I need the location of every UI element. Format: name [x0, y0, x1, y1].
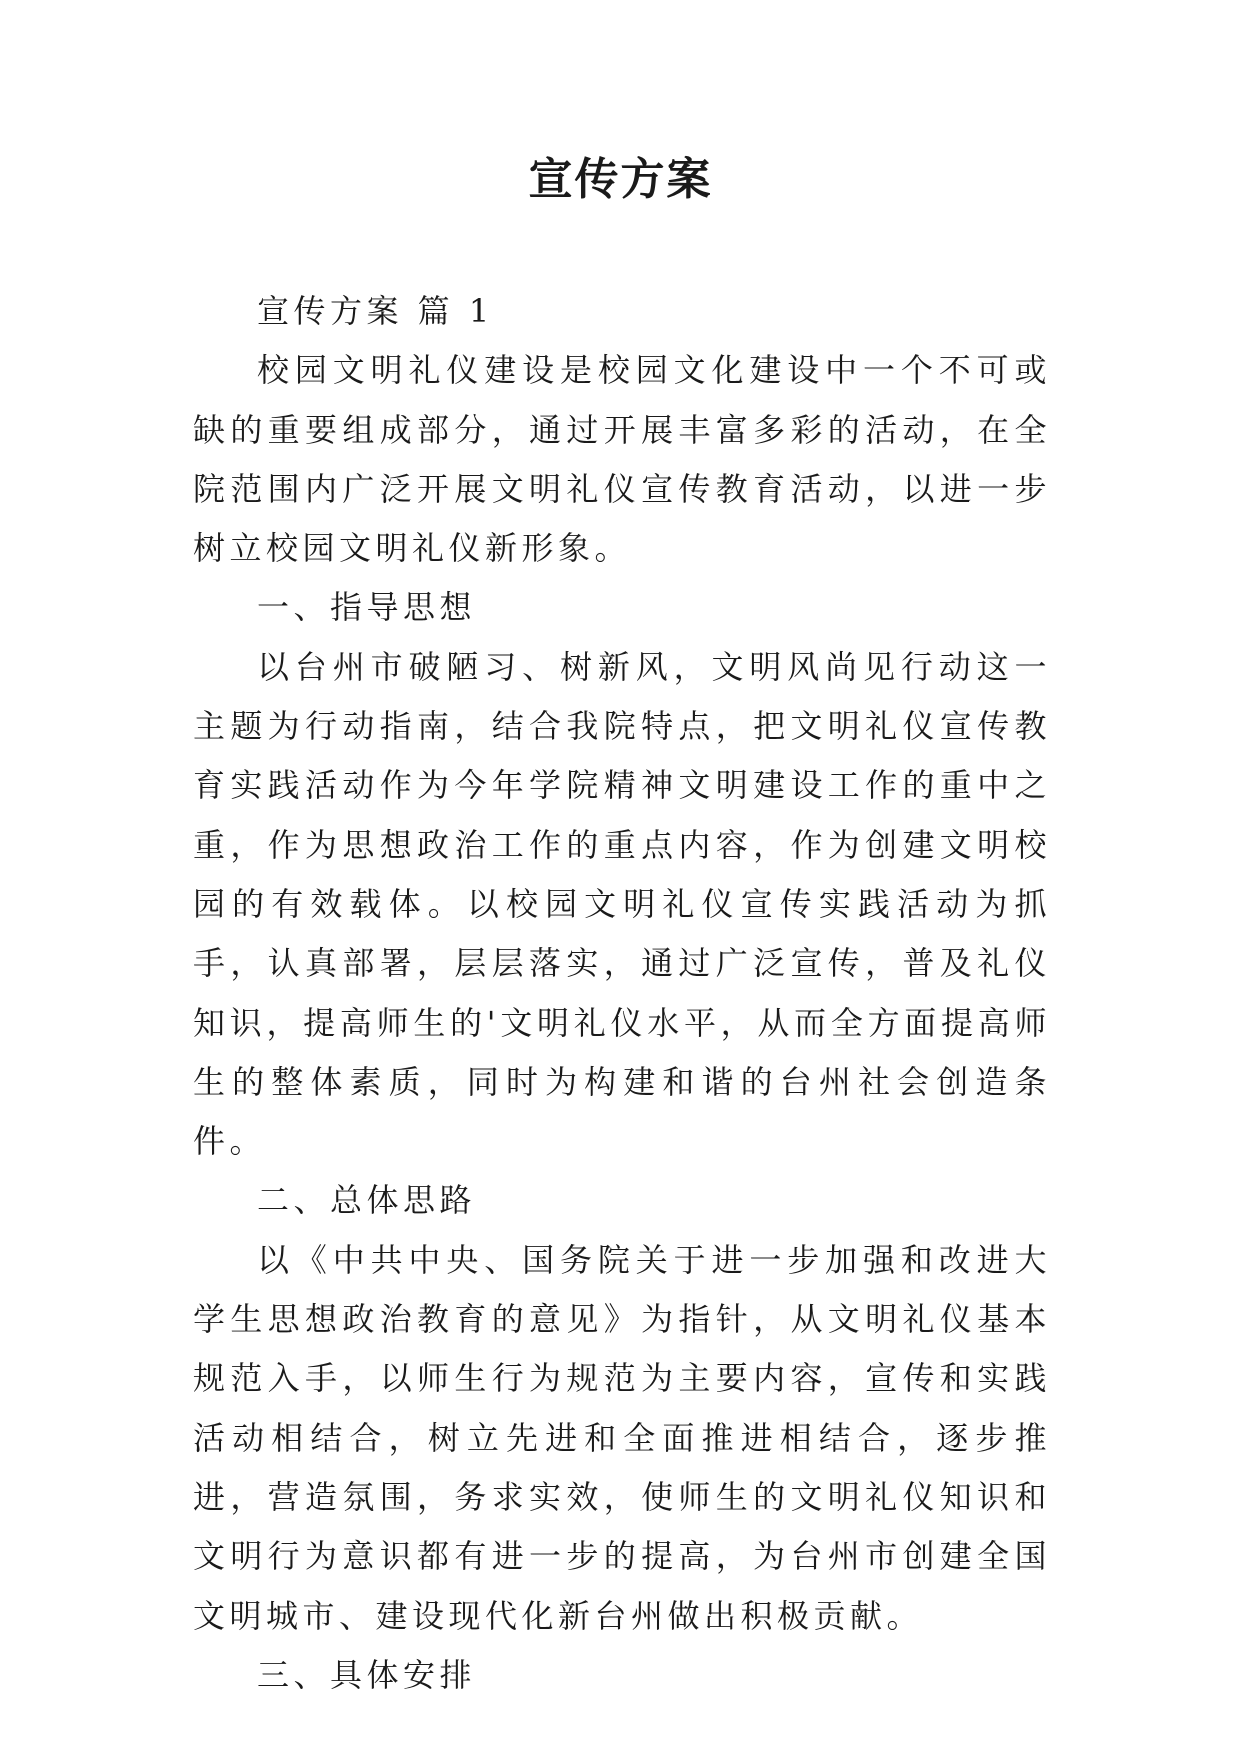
overall-approach-paragraph: 以《中共中央、国务院关于进一步加强和改进大学生思想政治教育的意见》为指针，从文明礼仪基本规范入手，以师生行为规范为主要内容，宣传和实践活动相结合，树立先进和全面推进相结合，逐步推进，营造氛围，务求实效，使师生的文明礼仪知识和文明行为意识都有进一步的提高，为台州市创建全国文明城市、建设现代化新台州做出积极贡献。 — [193, 1240, 1051, 1635]
section-heading-overall-approach: 二、总体思路 — [257, 1181, 477, 1220]
section-heading-guiding-ideology: 一、指导思想 — [257, 588, 477, 627]
guiding-ideology-paragraph: 以台州市破陋习、树新风，文明风尚见行动这一主题为行动指南，结合我院特点，把文明礼仪宣传教育实践活动作为今年学院精神文明建设工作的重中之重，作为思想政治工作的重点内容，作为创建文明校园的有效载体。以校园文明礼仪宣传实践活动为抓手，认真部署，层层落实，通过广泛宣传，普及礼仪知识，提高师生的'文明礼仪水平，从而全方面提高师生的整体素质，同时为构建和谐的台州社会创造条件。 — [193, 647, 1051, 1161]
document-body — [193, 282, 1051, 1705]
section-heading-specific-arrangements: 三、具体安排 — [257, 1655, 477, 1694]
intro-paragraph: 校园文明礼仪建设是校园文化建设中一个不可或缺的重要组成部分，通过开展丰富多彩的活动，在全院范围内广泛开展文明礼仪宣传教育活动，以进一步树立校园文明礼仪新形象。 — [193, 351, 1051, 568]
document-title: 宣传方案 — [528, 154, 713, 205]
section-heading-article: 宣传方案 篇 1 — [257, 292, 494, 330]
